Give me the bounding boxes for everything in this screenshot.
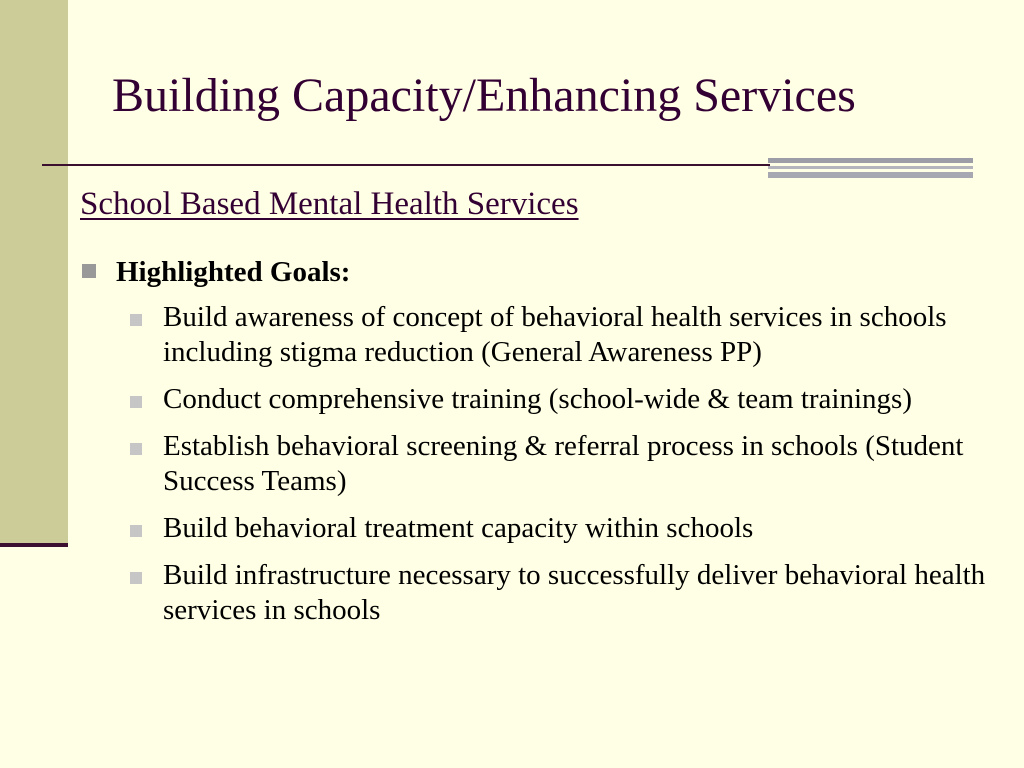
title-underline-rule — [42, 164, 770, 166]
list-item — [130, 511, 990, 546]
square-bullet-icon — [130, 396, 142, 408]
list-item — [130, 300, 990, 370]
list-item — [130, 382, 990, 417]
square-bullet-icon — [130, 525, 142, 537]
list-item — [130, 558, 990, 628]
goals-heading: Highlighted Goals: — [116, 256, 351, 288]
goal-text: Build infrastructure necessary to successfully deliver behavioral health services in schools — [163, 559, 986, 626]
left-sidebar-divider — [0, 543, 68, 547]
decorative-stripes — [768, 158, 973, 180]
square-bullet-icon — [130, 443, 142, 455]
slide-subtitle: School Based Mental Health Services — [80, 186, 579, 222]
square-bullet-icon — [130, 314, 142, 326]
stripe-2 — [768, 166, 973, 169]
goal-text: Build behavioral treatment capacity within schools — [163, 512, 754, 544]
goals-list — [130, 300, 990, 640]
left-sidebar-band — [0, 0, 68, 545]
square-bullet-icon — [82, 264, 96, 278]
slide-title: Building Capacity/Enhancing Services — [112, 69, 856, 122]
goal-text: Establish behavioral screening & referral process in schools (Student Success Teams) — [163, 430, 964, 497]
goal-text: Conduct comprehensive training (school-wide & team trainings) — [163, 383, 912, 415]
goal-text: Build awareness of concept of behavioral health services in schools including stigma reduction (General Awareness PP) — [163, 301, 947, 368]
list-item — [130, 429, 990, 499]
goals-heading-item — [82, 252, 350, 292]
stripe-1 — [768, 158, 973, 163]
stripe-3 — [768, 172, 973, 178]
square-bullet-icon — [130, 572, 142, 584]
